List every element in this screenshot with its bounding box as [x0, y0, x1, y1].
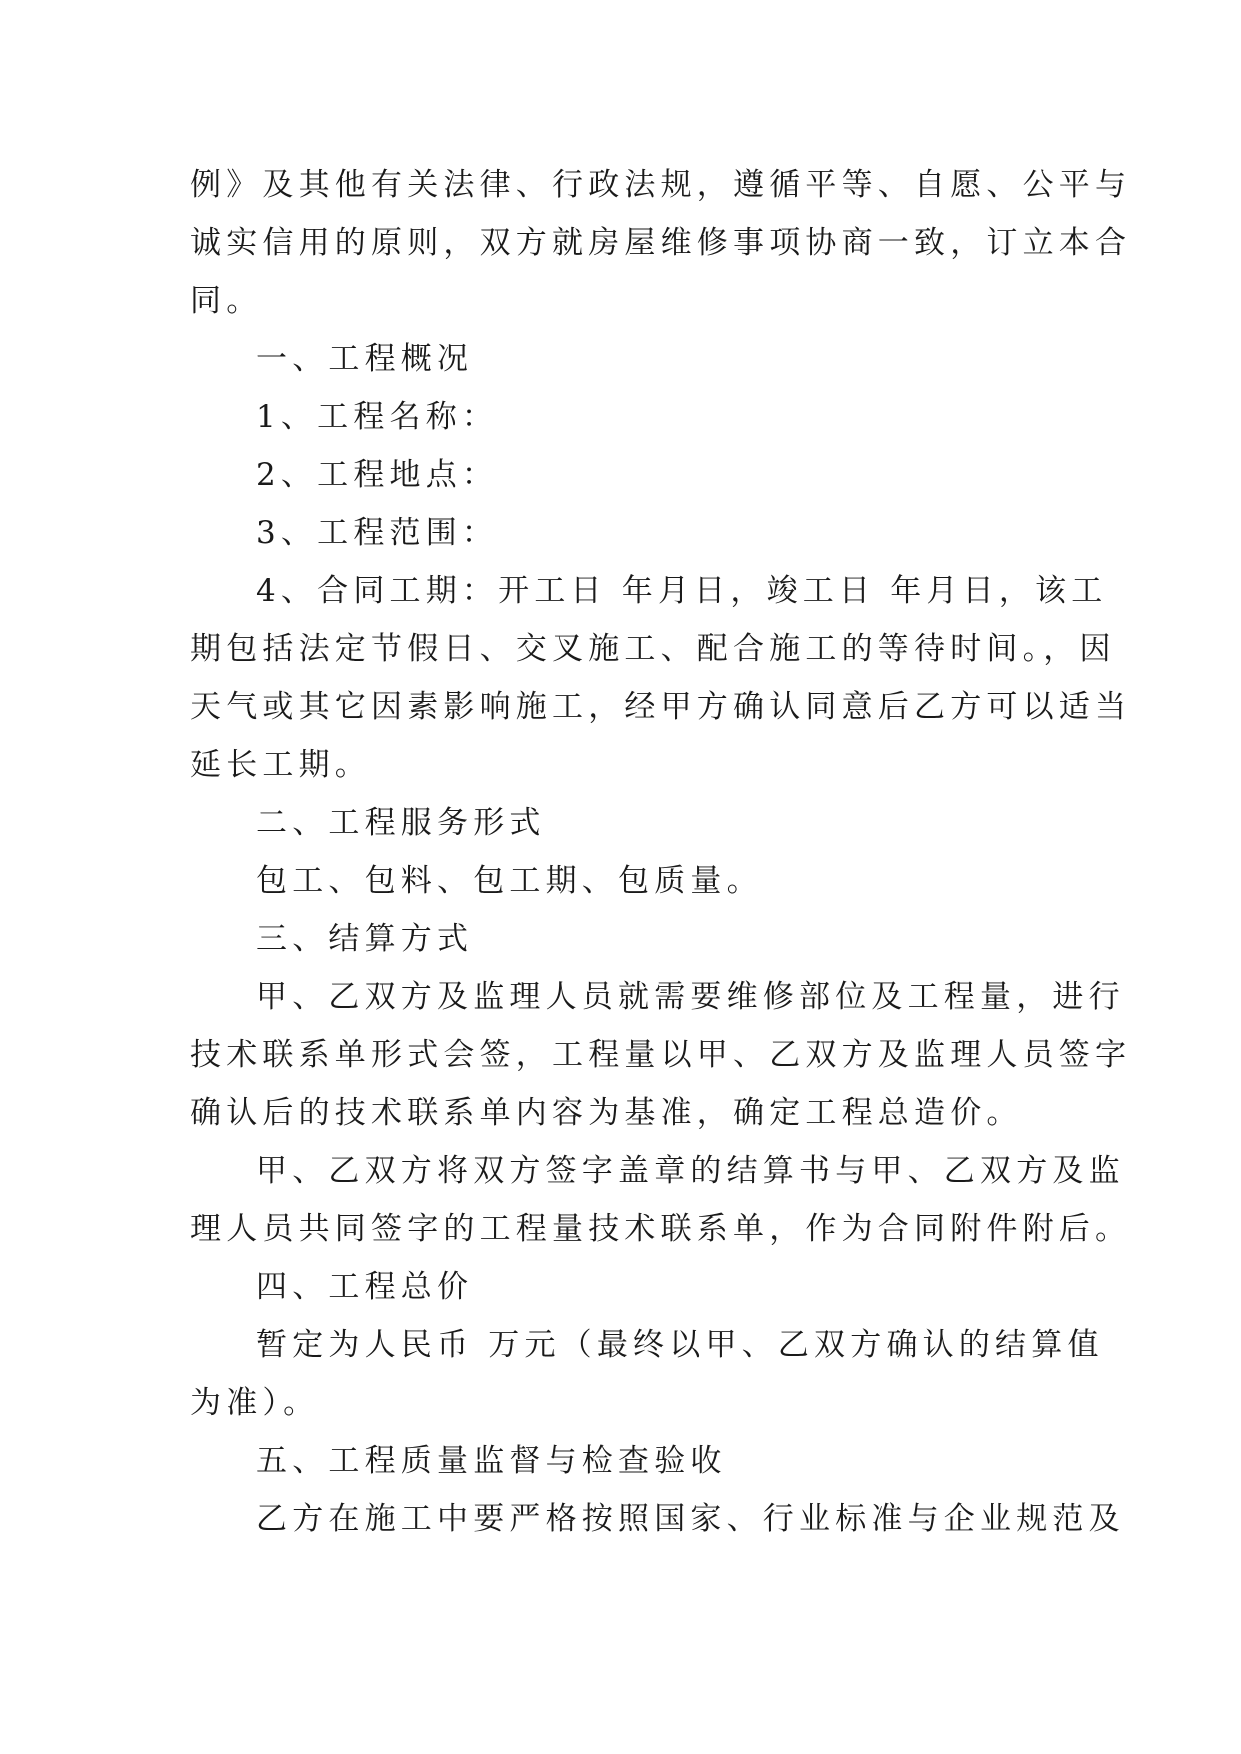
section-heading-4: 四、工程总价 [256, 1269, 474, 1305]
section-heading-2: 二、工程服务形式 [256, 805, 546, 841]
paragraph-line: 理人员共同签字的工程量技术联系单，作为合同附件附后。 [190, 1211, 1132, 1247]
paragraph-line: 同。 [190, 283, 263, 319]
project-scope-line: 3、工程范围： [256, 515, 499, 551]
paragraph-line: 诚实信用的原则，双方就房屋维修事项协商一致，订立本合 [190, 225, 1132, 261]
paragraph-line: 乙方在施工中要严格按照国家、行业标准与企业规范及 [256, 1501, 1125, 1537]
section-heading-1: 一、工程概况 [256, 341, 474, 377]
project-name-line: 1、工程名称： [256, 399, 499, 435]
paragraph-line: 延长工期。 [190, 747, 371, 783]
project-location-line: 2、工程地点： [256, 457, 499, 493]
paragraph-line: 暂定为人民币 万元（最终以甲、乙双方确认的结算值 [256, 1327, 1104, 1363]
contract-period-line: 4、合同工期：开工日 年月日，竣工日 年月日，该工 [256, 573, 1108, 609]
paragraph-line: 期包括法定节假日、交叉施工、配合施工的等待时间。，因 [190, 631, 1116, 667]
paragraph-line: 例》及其他有关法律、行政法规，遵循平等、自愿、公平与 [190, 167, 1132, 203]
paragraph-line: 为准）。 [190, 1385, 320, 1421]
paragraph-line: 甲、乙双方及监理人员就需要维修部位及工程量，进行 [256, 979, 1125, 1015]
section-heading-3: 三、结算方式 [256, 921, 474, 957]
contract-body [190, 156, 1132, 1548]
paragraph-line: 甲、乙双方将双方签字盖章的结算书与甲、乙双方及监 [256, 1153, 1125, 1189]
paragraph-line: 天气或其它因素影响施工，经甲方确认同意后乙方可以适当 [190, 689, 1132, 725]
paragraph-line: 技术联系单形式会签，工程量以甲、乙双方及监理人员签字 [190, 1037, 1132, 1073]
paragraph-line: 包工、包料、包工期、包质量。 [256, 863, 763, 899]
paragraph-line: 确认后的技术联系单内容为基准，确定工程总造价。 [190, 1095, 1023, 1131]
section-heading-5: 五、工程质量监督与检查验收 [256, 1443, 727, 1479]
